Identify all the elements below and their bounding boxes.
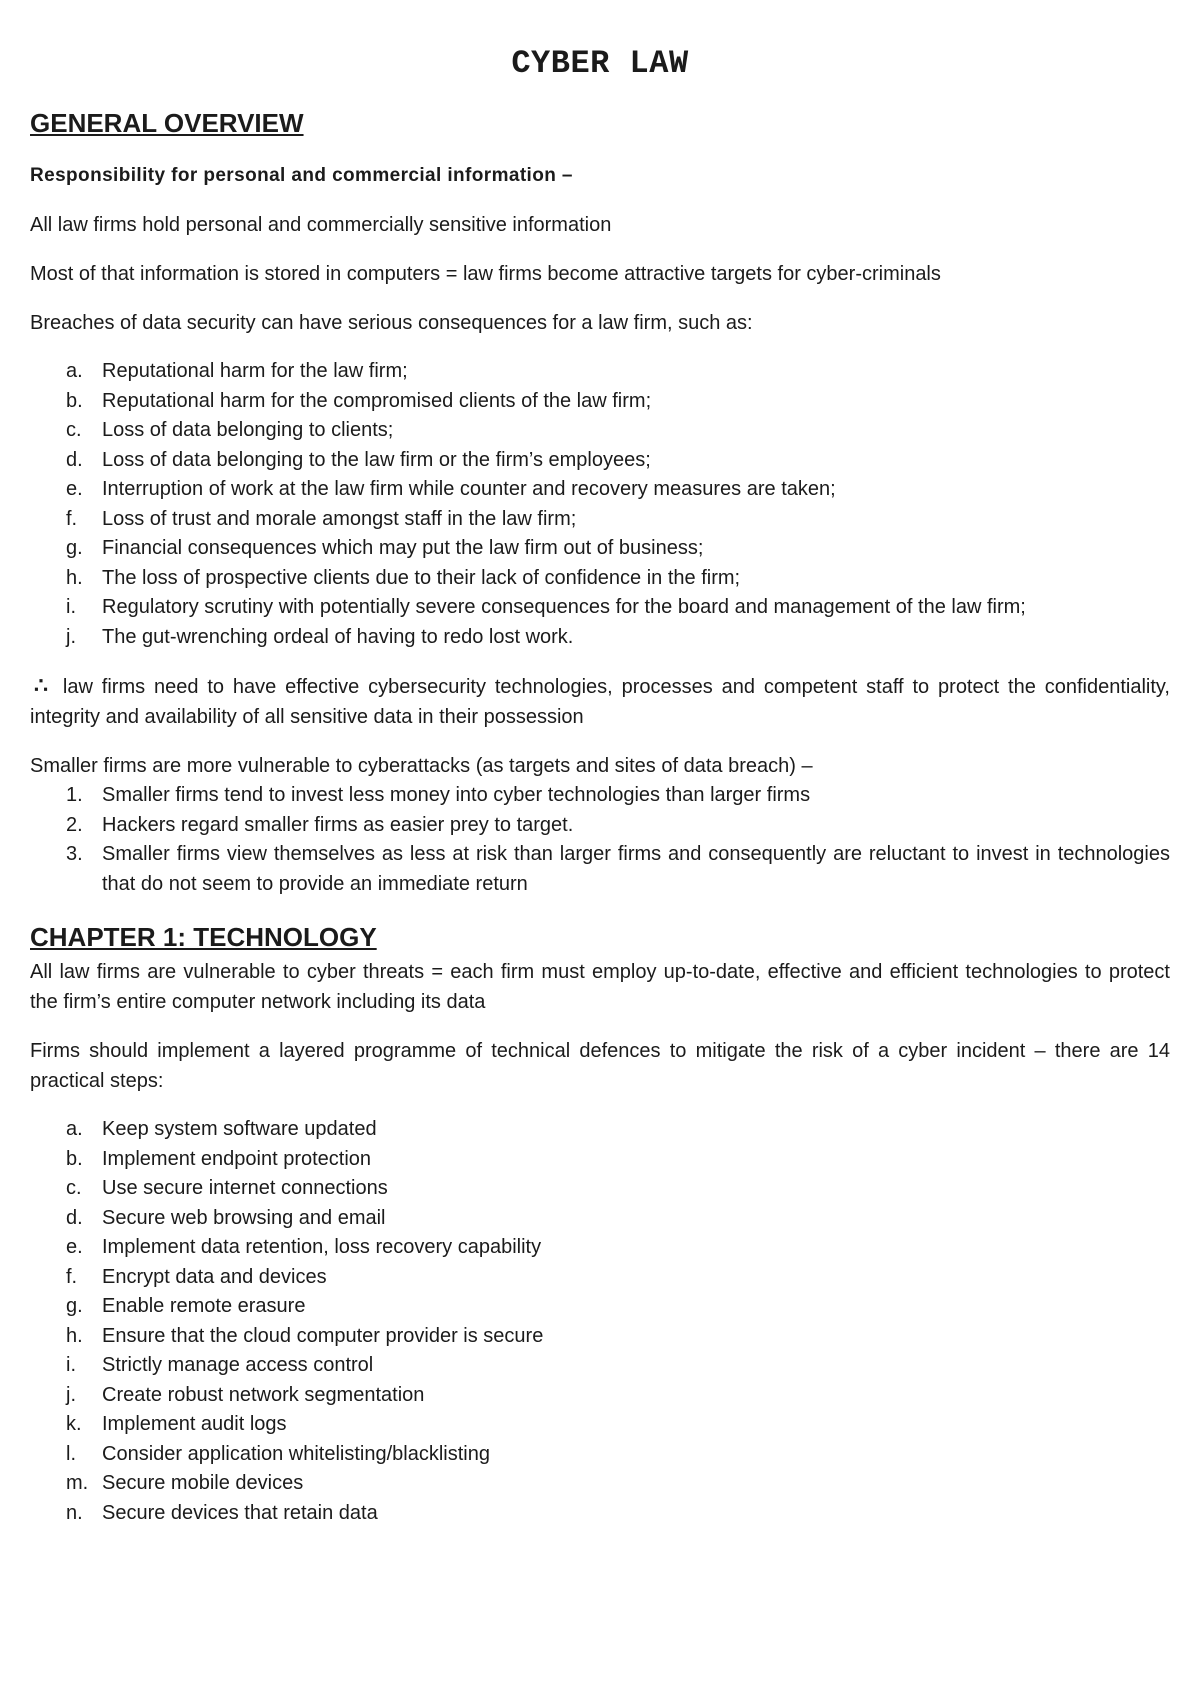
list-marker: g. (66, 537, 83, 559)
list-item-text: Financial consequences which may put the law firm out of business; (102, 537, 704, 559)
consequence-list-item (30, 387, 1170, 417)
list-marker: 1. (66, 784, 83, 806)
list-item-text: Secure web browsing and email (102, 1206, 386, 1229)
list-marker: e. (66, 1236, 83, 1258)
chapter1-paragraph-2: Firms should implement a layered programme of technical defences to mitigate the risk of a cyber incident – there are 14 practical steps: (30, 1040, 1170, 1092)
list-marker: f. (66, 1265, 78, 1288)
consequence-list-item (30, 623, 1170, 653)
list-marker: c. (66, 1177, 82, 1199)
list-item-text: Ensure that the cloud computer provider is secure (102, 1324, 544, 1347)
list-marker: g. (66, 1295, 83, 1317)
list-item-text: Regulatory scrutiny with potentially severe consequences for the board and management of the law firm; (102, 596, 1026, 618)
list-marker: b. (66, 389, 83, 412)
list-marker: e. (66, 478, 83, 500)
list-item-text: Loss of data belonging to the law firm or the firm’s employees; (102, 448, 651, 471)
reasons-list (30, 781, 1170, 899)
reason-list-item (30, 811, 1170, 841)
consequence-list-item (30, 534, 1170, 564)
consequence-list-item (30, 357, 1170, 387)
list-marker: f. (66, 507, 78, 530)
step-list-item (30, 1351, 1170, 1381)
list-item-text: Enable remote erasure (102, 1295, 306, 1317)
reason-list-item (30, 781, 1170, 811)
list-marker: c. (66, 419, 82, 441)
step-list-item (30, 1410, 1170, 1440)
consequence-list-item (30, 593, 1170, 623)
section-heading-general-overview: GENERAL OVERVIEW (30, 108, 304, 138)
list-marker: i. (66, 1354, 76, 1376)
list-marker: l. (66, 1442, 76, 1465)
step-list-item (30, 1381, 1170, 1411)
step-list-item (30, 1174, 1170, 1204)
list-marker: h. (66, 566, 83, 589)
step-list-item (30, 1440, 1170, 1470)
list-marker: a. (66, 360, 83, 382)
section-heading-chapter-1: CHAPTER 1: TECHNOLOGY (30, 922, 377, 952)
list-item-text: Reputational harm for the law firm; (102, 360, 408, 382)
list-item-text: Hackers regard smaller firms as easier prey to target. (102, 813, 574, 836)
consequence-list-item (30, 446, 1170, 476)
therefore-text: law firms need to have effective cybersecurity technologies, processes and competent staff to protect the confidentiality, integrity and availability of all sensitive data in their possession (30, 676, 1170, 728)
overview-paragraph-2: Most of that information is stored in computers = law firms become attractive targets for cyber-criminals (30, 263, 941, 285)
consequence-list-item (30, 564, 1170, 594)
list-item-text: Create robust network segmentation (102, 1383, 425, 1406)
list-marker: n. (66, 1501, 83, 1524)
list-item-text: Use secure internet connections (102, 1177, 388, 1199)
list-marker: j. (66, 1383, 76, 1406)
consequence-list-item (30, 475, 1170, 505)
list-item-text: Implement data retention, loss recovery capability (102, 1236, 542, 1258)
therefore-symbol: ∴ (34, 673, 48, 698)
list-item-text: Secure mobile devices (102, 1472, 304, 1494)
document-title: CYBER LAW (511, 45, 689, 82)
steps-list (30, 1115, 1170, 1528)
step-list-item (30, 1292, 1170, 1322)
overview-paragraph-4: Smaller firms are more vulnerable to cyberattacks (as targets and sites of data breach) – (30, 755, 813, 777)
list-item-text: Secure devices that retain data (102, 1501, 378, 1524)
list-item-text: Implement endpoint protection (102, 1147, 372, 1170)
list-item-text: Implement audit logs (102, 1413, 287, 1435)
list-item-text: Loss of data belonging to clients; (102, 419, 394, 441)
list-item-text: Reputational harm for the compromised clients of the law firm; (102, 389, 652, 412)
consequence-list-item (30, 505, 1170, 535)
overview-paragraph-1: All law firms hold personal and commercially sensitive information (30, 214, 612, 236)
step-list-item (30, 1469, 1170, 1499)
list-marker: d. (66, 448, 83, 471)
reason-list-item (30, 840, 1170, 899)
consequence-list-item (30, 416, 1170, 446)
list-marker: j. (66, 625, 76, 648)
list-marker: i. (66, 596, 76, 618)
list-item-text: Interruption of work at the law firm while counter and recovery measures are taken; (102, 478, 836, 500)
step-list-item (30, 1115, 1170, 1145)
list-item-text: Smaller firms view themselves as less at risk than larger firms and consequently are reluctant to invest in technologies that do not seem to provide an immediate return (102, 843, 1170, 895)
list-marker: b. (66, 1147, 83, 1170)
step-list-item (30, 1499, 1170, 1529)
step-list-item (30, 1322, 1170, 1352)
list-item-text: Strictly manage access control (102, 1354, 374, 1376)
list-marker: a. (66, 1118, 83, 1140)
list-marker: k. (66, 1413, 82, 1435)
list-item-text: The loss of prospective clients due to their lack of confidence in the firm; (102, 566, 741, 589)
step-list-item (30, 1263, 1170, 1293)
step-list-item (30, 1145, 1170, 1175)
chapter1-paragraph-1: All law firms are vulnerable to cyber threats = each firm must employ up-to-date, effective and efficient technologies to protect the firm’s entire computer network including its data (30, 961, 1170, 1013)
list-item-text: Consider application whitelisting/blacklisting (102, 1442, 490, 1465)
list-item-text: Encrypt data and devices (102, 1265, 327, 1288)
consequences-list (30, 357, 1170, 652)
list-item-text: Keep system software updated (102, 1118, 377, 1140)
list-item-text: Smaller firms tend to invest less money into cyber technologies than larger firms (102, 784, 811, 806)
list-marker: 3. (66, 843, 83, 865)
list-marker: h. (66, 1324, 83, 1347)
list-item-text: The gut-wrenching ordeal of having to redo lost work. (102, 625, 574, 648)
list-item-text: Loss of trust and morale amongst staff in the law firm; (102, 507, 577, 530)
step-list-item (30, 1204, 1170, 1234)
therefore-paragraph (30, 671, 1170, 732)
overview-paragraph-3: Breaches of data security can have serious consequences for a law firm, such as: (30, 312, 753, 334)
list-marker: 2. (66, 813, 83, 836)
list-marker: d. (66, 1206, 83, 1229)
subheading-responsibility: Responsibility for personal and commercial information – (30, 165, 573, 186)
list-marker: m. (66, 1472, 89, 1494)
step-list-item (30, 1233, 1170, 1263)
